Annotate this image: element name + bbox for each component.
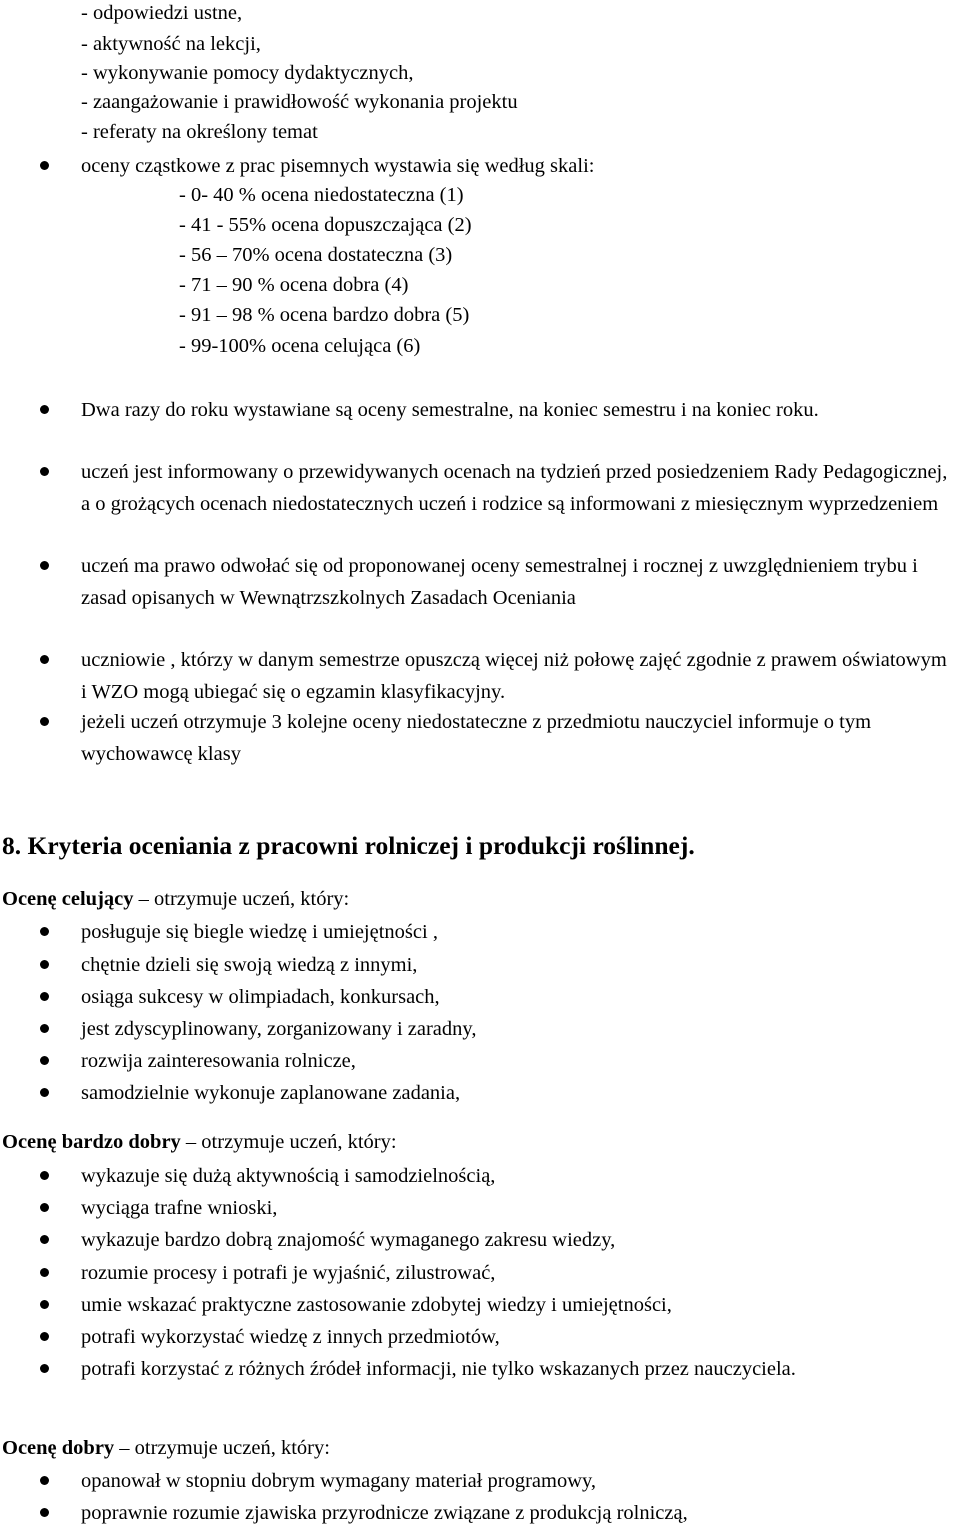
bullet-icon xyxy=(40,1300,49,1309)
grade-suffix: – otrzymuje uczeń, który: xyxy=(180,1131,397,1153)
list-item: osiąga sukcesy w olimpiadach, konkursach, xyxy=(81,986,440,1008)
bullet-icon xyxy=(40,405,49,414)
scale-item: - 0- 40 % ocena niedostateczna (1) xyxy=(179,184,464,206)
grade-heading-dobry xyxy=(2,1433,330,1463)
list-item: posługuje się biegle wiedzę i umiejętności , xyxy=(81,921,438,943)
list-item: opanował w stopniu dobrym wymagany materiał programowy, xyxy=(81,1470,597,1492)
grade-label: Ocenę celujący xyxy=(2,888,134,910)
grade-suffix: – otrzymuje uczeń, który: xyxy=(133,888,350,910)
list-item: wykazuje się dużą aktywnością i samodzielnością, xyxy=(81,1165,496,1187)
list-item: - odpowiedzi ustne, xyxy=(81,2,243,24)
grade-heading-bardzo-dobry xyxy=(2,1127,397,1157)
scale-item: - 91 – 98 % ocena bardzo dobra (5) xyxy=(179,304,470,326)
list-item: potrafi wykorzystać wiedzę z innych przedmiotów, xyxy=(81,1326,500,1348)
scale-intro: oceny cząstkowe z prac pisemnych wystawia się według skali: xyxy=(81,155,595,177)
list-item: wykazuje bardzo dobrą znajomość wymaganego zakresu wiedzy, xyxy=(81,1229,616,1251)
rule-paragraph: Dwa razy do roku wystawiane są oceny semestralne, na koniec semestru i na koniec roku. xyxy=(81,399,819,421)
rule-paragraph: uczeń ma prawo odwołać się od proponowanej oceny semestralnej i rocznej z uwzględnieniem trybu i zasad opisanych w Wewnątrzszkolnych Zasadach Oceniania xyxy=(81,555,918,609)
bullet-icon xyxy=(40,1508,49,1517)
list-item: wyciąga trafne wnioski, xyxy=(81,1197,278,1219)
bullet-icon xyxy=(40,992,49,1001)
bullet-icon xyxy=(40,717,49,726)
bullet-icon xyxy=(40,1476,49,1485)
bullet-icon xyxy=(40,1056,49,1065)
section-heading: 8. Kryteria oceniania z pracowni rolniczej i produkcji roślinnej. xyxy=(2,831,695,860)
list-item: samodzielnie wykonuje zaplanowane zadania, xyxy=(81,1082,461,1104)
list-item: - wykonywanie pomocy dydaktycznych, xyxy=(81,62,414,84)
bullet-icon xyxy=(40,161,49,170)
bullet-icon xyxy=(40,927,49,936)
list-item: - aktywność na lekcji, xyxy=(81,33,261,55)
grade-label: Ocenę dobry xyxy=(2,1437,115,1459)
bullet-icon xyxy=(40,561,49,570)
rule-paragraph: uczeń jest informowany o przewidywanych ocenach na tydzień przed posiedzeniem Rady Pedagogicznej, a o grożących ocenach niedostatecznych uczeń i rodzice są informowani z miesięcznym wyprzedzeniem xyxy=(81,461,948,515)
bullet-icon xyxy=(40,467,49,476)
bullet-icon xyxy=(40,1364,49,1373)
bullet-icon xyxy=(40,655,49,664)
list-item: - referaty na określony temat xyxy=(81,121,318,143)
bullet-icon xyxy=(40,960,49,969)
bullet-icon xyxy=(40,1203,49,1212)
scale-item: - 99-100% ocena celująca (6) xyxy=(179,335,421,357)
bullet-icon xyxy=(40,1332,49,1341)
list-item: umie wskazać praktyczne zastosowanie zdobytej wiedzy i umiejętności, xyxy=(81,1294,672,1316)
list-item: rozumie procesy i potrafi je wyjaśnić, zilustrować, xyxy=(81,1262,496,1284)
bullet-icon xyxy=(40,1024,49,1033)
rule-paragraph: jeżeli uczeń otrzymuje 3 kolejne oceny niedostateczne z przedmiotu nauczyciel informuje o tym wychowawcę klasy xyxy=(81,711,872,765)
list-item: poprawnie rozumie zjawiska przyrodnicze związane z produkcją rolniczą, xyxy=(81,1502,688,1524)
scale-item: - 41 - 55% ocena dopuszczająca (2) xyxy=(179,214,472,236)
grade-suffix: – otrzymuje uczeń, który: xyxy=(114,1437,330,1459)
list-item: potrafi korzystać z różnych źródeł informacji, nie tylko wskazanych przez nauczyciela. xyxy=(81,1358,796,1380)
scale-item: - 71 – 90 % ocena dobra (4) xyxy=(179,274,409,296)
list-item: chętnie dzieli się swoją wiedzą z innymi, xyxy=(81,954,418,976)
grade-label: Ocenę bardzo dobry xyxy=(2,1131,181,1153)
rule-paragraph: uczniowie , którzy w danym semestrze opuszczą więcej niż połowę zajęć zgodnie z prawem oświatowym i WZO mogą ubiegać się o egzamin klasyfikacyjny. xyxy=(81,649,947,703)
grade-heading-celujacy xyxy=(2,884,349,914)
scale-item: - 56 – 70% ocena dostateczna (3) xyxy=(179,244,453,266)
bullet-icon xyxy=(40,1171,49,1180)
bullet-icon xyxy=(40,1235,49,1244)
bullet-icon xyxy=(40,1088,49,1097)
list-item: - zaangażowanie i prawidłowość wykonania projektu xyxy=(81,91,518,113)
list-item: jest zdyscyplinowany, zorganizowany i zaradny, xyxy=(81,1018,477,1040)
list-item: rozwija zainteresowania rolnicze, xyxy=(81,1050,356,1072)
bullet-icon xyxy=(40,1268,49,1277)
